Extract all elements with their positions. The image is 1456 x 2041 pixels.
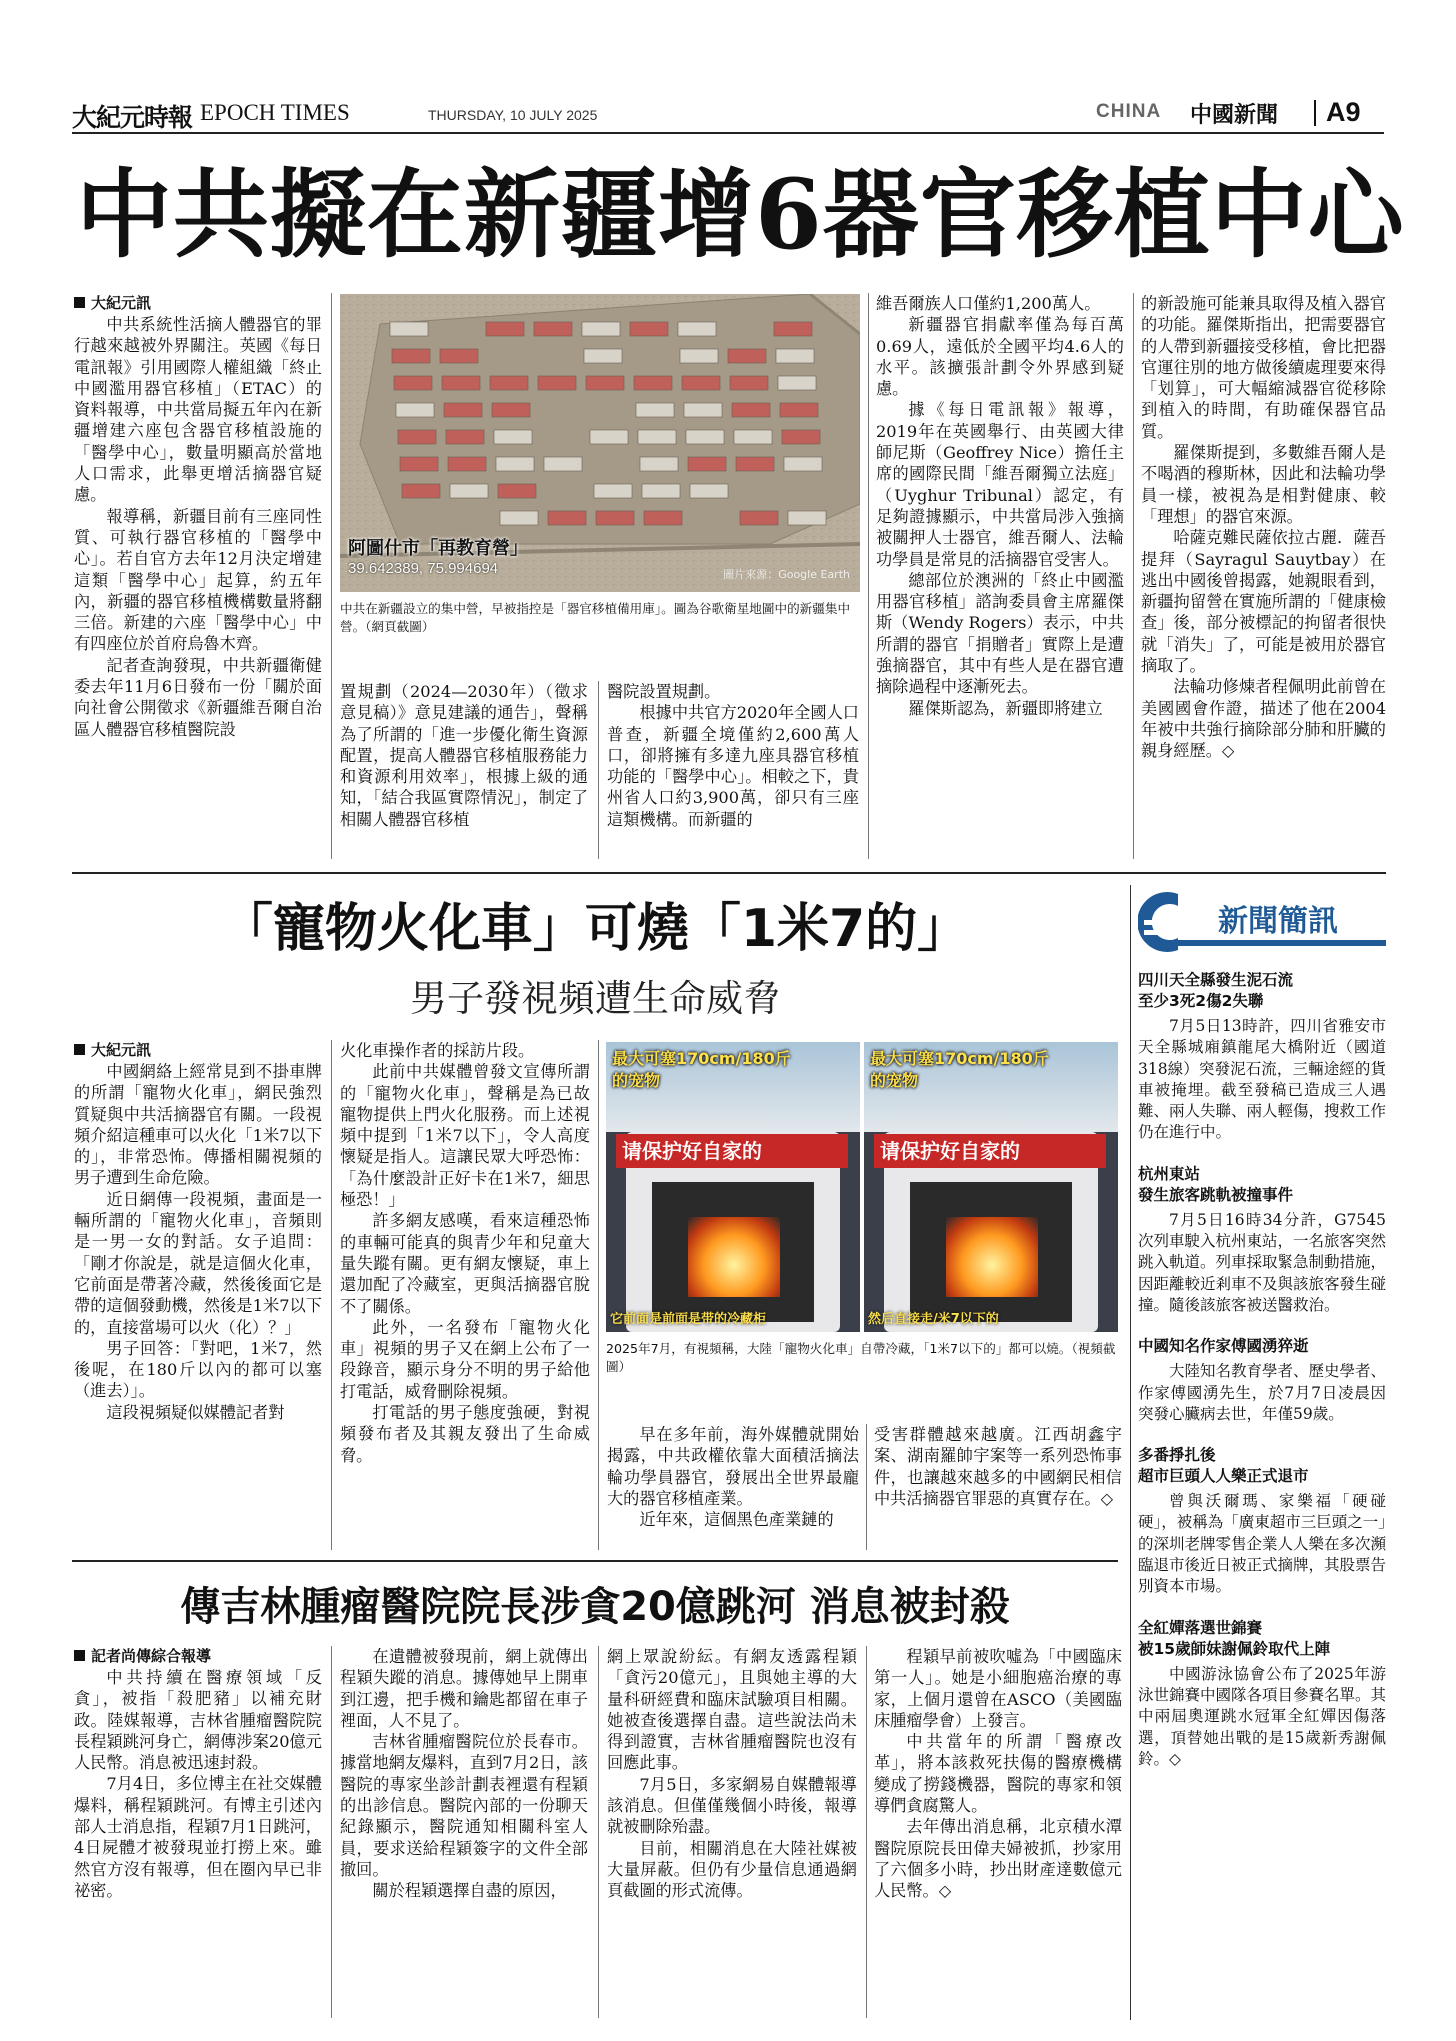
brief-item: [1138, 1336, 1386, 1425]
brief-headline: 杭州東站: [1138, 1164, 1201, 1183]
issue-date: THURSDAY, 10 JULY 2025: [428, 107, 598, 123]
video-frame-right: [864, 1042, 1118, 1332]
article3-col4: 程穎早前被吹噓為「中國臨床第一人」。她是小細胞癌治療的專家，上個月還曾在ASCO（美國臨床腫瘤學會）上發言。 中共當年的所謂「醫療改革」，將本該救死扶傷的醫療機構變成了撈錢機器，醫院的專家和領導們貪腐驚人。 去年傳出消息稱，北京積水潭醫院原院長田偉夫婦被抓，抄家用了六個多小時，抄出財產達數億元人民幣。◇: [874, 1647, 1122, 1901]
section-cn: 中國新聞: [1190, 103, 1279, 128]
brief-body: 中國游泳協會公布了2025年游泳世錦賽中國隊各項目參賽名單。其中兩屆奧運跳水冠軍全紅嬋因傷落選，頂替她出戰的是15歲新秀謝佩鈴。◇: [1138, 1664, 1387, 1768]
masthead-rule: [72, 132, 1384, 134]
video-banner-left: 请保护好自家的: [616, 1134, 848, 1168]
article2-subhead: 男子發視頻遭生命威脅: [410, 977, 780, 1020]
article1-byline: 大紀元訊: [74, 293, 322, 314]
video-bottom-text-left: 它前面是前面是带的冷藏柜: [610, 1312, 767, 1327]
brief-subheadline: 超市巨頭人人樂正式退市: [1138, 1467, 1309, 1486]
brief-headline: 四川天全縣發生泥石流: [1138, 971, 1294, 989]
brief-headline: 中國知名作家傅國湧猝逝: [1138, 1337, 1309, 1356]
briefs-list: [1138, 970, 1386, 1770]
article2-col1: 大紀元訊 中國網絡上經常見到不掛車牌的所謂「寵物火化車」，網民強烈質疑與中共活摘器官有關。一段視頻介紹這種車可以火化「1米7以下的」，非常恐怖。傳播相關視頻的男子遭到生命危險。 近日網傳一段視頻，畫面是一輛所謂的「寵物火化車」，音頻則是一男一女的對話。女子追問：「剛才你說是，就是這個火化車，它前面是帶著冷藏，然後後面它是帶的這個發動機，然後是1米7以下的，直接當場可以火（化）？」 男子回答：「對吧，1米7，然後呢，在180斤以內的都可以塞（進去）」。 這段視頻疑似媒體記者對: [74, 1041, 322, 1422]
article3-headline: 傳吉林腫瘤醫院院長涉貪20億跳河 消息被封殺: [180, 1584, 1010, 1630]
satellite-photo: [340, 294, 860, 592]
brief-body: 7月5日13時許，四川省雅安市天全縣城廂鎮龍尾大橋附近（國道318線）突發泥石流，三輛途經的貨車被掩埋。截至發稿已造成三人遇難、兩人失聯、兩人輕傷，搜救工作仍在進行中。: [1138, 1017, 1387, 1142]
page-number: A9: [1326, 97, 1361, 127]
video-banner-right: 请保护好自家的: [874, 1134, 1106, 1168]
article1-col3: 醫院設置規劃。 根據中共官方2020年全國人口普查，新疆全境僅約2,600萬人口，卻將擁有多達九座具器官移植功能的「醫學中心」。相較之下，貴州省人口約3,900萬，卻只有三座這類機構。而新疆的: [607, 682, 859, 829]
article3-col1: 記者尚傳綜合報導 中共持續在醫療領域「反貪」，被指「殺肥豬」以補充財政。陸媒報導，吉林省腫瘤醫院院長程穎跳河身亡，網傳涉案20億元人民幣。消息被迅速封殺。 7月4日，多位博主在社交媒體爆料，稱程穎跳河。有博主引述內部人士消息指，程穎7月1日跳河，4日屍體才被發現並打撈上來。雖然官方沒有報導，但在圈內早已非祕密。: [74, 1647, 322, 1900]
article1-col1: 大紀元訊 中共系統性活摘人體器官的罪行越來越被外界關注。英國《每日電訊報》引用國際人權組織「終止中國濫用器官移植」（ETAC）的資料報導，中共當局擬五年內在新疆增建六座包含器官移植設施的「醫學中心」，數量明顯高於當地人口需求，此舉更增活摘器官疑慮。 報導稱，新疆目前有三座同性質、可執行器官移植的「醫學中心」。若自官方去年12月決定增建這類「醫學中心」起算，約五年內，新疆的器官移植機構數量將翻三倍。新建的六座「醫學中心」中有四座位於首府烏魯木齊。 記者查詢發現，中共新疆衛健委去年11月6日發布一份「關於面向社會公開徵求《新疆維吾爾自治區人體器官移植醫院設: [74, 294, 322, 739]
article3-col2: 在遺體被發現前，網上就傳出程穎失蹤的消息。據傳她早上開車到江邊，把手機和鑰匙都留在車子裡面，人不見了。 吉林省腫瘤醫院位於長春市。據當地網友爆料，直到7月2日，該醫院的專家坐診計劃表裡還有程穎的出診信息。醫院內部的一份聊天紀錄顯示，醫院通知相關科室人員，要求送給程穎簽字的文件全部撤回。 關於程穎選擇自盡的原因，: [340, 1647, 588, 1901]
article3-byline: 記者尚傳綜合報導: [74, 1646, 322, 1667]
brief-item: [1138, 1445, 1386, 1597]
video-top-text-right: 最大可塞170cm/180斤的宠物: [870, 1049, 1049, 1090]
brief-subheadline: 發生旅客跳軌被撞事件: [1138, 1185, 1294, 1204]
logo-en: EPOCH TIMES: [200, 100, 350, 125]
brief-subheadline: 被15歲師妹謝佩鈴取代上陣: [1138, 1639, 1331, 1658]
article2-col3: 早在多年前，海外媒體就開始揭露，中共政權依靠大面積活摘法輪功學員器官，發展出全世界最龐大的器官移植產業。 近年來，這個黑色產業鏈的: [607, 1425, 859, 1530]
video-top-text-left: 最大可塞170cm/180斤的宠物: [612, 1049, 791, 1090]
photo-label: 阿圖什市「再教育營」: [348, 538, 528, 559]
article1-col5: 的新設施可能兼具取得及植入器官的功能。羅傑斯指出，把需要器官的人帶到新疆接受移植，會比把器官運往別的地方做後續處理要來得「划算」，可大幅縮減器官從移除到植入的時間，有助確保器官品質。 羅傑斯提到，多數維吾爾人是不喝酒的穆斯林，因此和法輪功學員一樣，被視為是相對健康、較「理想」的器官來源。 哈薩克難民薩依拉古麗．薩吾提拜（Sayragul Sauytbay）在逃出中國後曾揭露，她親眼看到，新疆拘留營在實施所謂的「健康檢查」後，部分被標記的拘留者很快就「消失」了，可能是被用於器官摘取了。 法輪功修煉者程佩明此前曾在美國國會作證，描述了他在2004年被中共強行摘除部分肺和肝臟的親身經歷。◇: [1141, 294, 1386, 761]
brief-body: 曾與沃爾瑪、家樂福「硬碰硬」，被稱為「廣東超市三巨頭之一」的深圳老牌零售企業人人樂在多次瀕臨退市後近日被正式摘牌，其股票告別資本市場。: [1138, 1492, 1387, 1596]
article2-byline: 大紀元訊: [74, 1040, 322, 1061]
brief-item: [1138, 1618, 1386, 1770]
article2-caption: 2025年7月，有視頻稱，大陸「寵物火化車」自帶冷藏，「1米7以下的」都可以燒。（視頻截圖）: [606, 1341, 1116, 1374]
article1-headline: 中共擬在新疆增6器官移植中心: [76, 158, 1405, 271]
article1-col4: 維吾爾族人口僅約1,200萬人。 新疆器官捐獻率僅為每百萬0.69人，遠低於全國平均4.6人的水平。該擴張計劃令外界感到疑慮。 據《每日電訊報》報導，2019年在英國舉行、由英國大律師尼斯（Geoffrey Nice）擔任主席的國際民間「維吾爾獨立法庭」（Uyghur Tribunal）認定，有足夠證據顯示，中共當局涉入強摘被關押人士器官，維吾爾人、法輪功學員是常見的活摘器官受害人。 總部位於澳洲的「終止中國濫用器官移植」諮詢委員會主席羅傑斯（Wendy Rogers）表示，中共所謂的器官「捐贈者」實際上是遭強摘器官，其中有些人是在器官遭摘除過程中逐漸死去。 羅傑斯認為，新疆即將建立: [876, 294, 1124, 718]
article1-caption: 中共在新疆設立的集中營，早被指控是「器官移植備用庫」。圖為谷歌衛星地圖中的新疆集中營。（網頁截圖）: [340, 601, 851, 634]
masthead: [72, 98, 1384, 134]
brief-body: 7月5日16時34分許，G7545次列車駛入杭州東站，一名旅客突然跳入軌道。列車採取緊急制動措施，因距離較近剎車不及與該旅客發生碰撞。隨後該旅客被送醫救治。: [1138, 1210, 1387, 1314]
article1-col2: 置規劃（2024—2030年）（徵求意見稿）》意見建議的通告」，聲稱為了所謂的「進一步優化衛生資源配置，提高人體器官移植服務能力和資源利用效率」，根據上級的通知，「結合我區實際情況」，制定了相關人體器官移植: [340, 682, 588, 829]
article2-col2: 火化車操作者的採訪片段。 此前中共媒體曾發文宣傳所謂的「寵物火化車」，聲稱是為已故寵物提供上門火化服務。而上述視頻中提到「1米7以下」，令人高度懷疑是指人。這讓民眾大呼恐怖：「為什麼設計正好卡在1米7，細思極恐！」 許多網友感嘆，看來這種恐怖的車輛可能真的與青少年和兒童大量失蹤有關。更有網友懷疑，車上還加配了冷藏室，更與活摘器官脫不了關係。 此外，一名發布「寵物火化車」視頻的男子又在網上公布了一段錄音，顯示身分不明的男子給他打電話，威脅刪除視頻。 打電話的男子態度強硬，對視頻發布者及其親友發出了生命威脅。: [340, 1041, 590, 1465]
article2-headline: 「寵物火化車」可燒「1米7的」: [220, 899, 970, 959]
brief-item: [1138, 1164, 1386, 1316]
brief-headline: 全紅嬋落選世錦賽: [1138, 1618, 1263, 1637]
briefs-banner: [1138, 890, 1386, 954]
briefs-title: 新聞簡訊: [1218, 904, 1338, 939]
logo-cn: 大紀元時報: [72, 103, 193, 132]
article2-col4: 受害群體越來越廣。江西胡鑫宇案、湖南羅帥宇案等一系列恐怖事件，也讓越來越多的中國網民相信中共活摘器官罪惡的真實存在。◇: [874, 1425, 1122, 1508]
brief-subheadline: 至少3死2傷2失聯: [1138, 992, 1264, 1010]
section-divider: [1314, 100, 1316, 126]
photo-coords: 39.642389, 75.994694: [348, 560, 499, 577]
video-bottom-text-right: 然后直接走/米7以下的: [868, 1312, 999, 1327]
photo-credit: 圖片來源：Google Earth: [723, 568, 850, 581]
brief-headline: 多番掙扎後: [1138, 1446, 1216, 1465]
video-frame-left: [606, 1042, 860, 1332]
video-screenshots: [606, 1042, 1118, 1332]
brief-item: [1138, 970, 1386, 1144]
section-en: CHINA: [1096, 101, 1162, 122]
article3-col3: 網上眾說紛紜。有網友透露程穎「貪污20億元」，且與她主導的大量科研經費和臨床試驗項目相關。她被查後選擇自盡。這些說法尚未得到證實，吉林省腫瘤醫院也沒有回應此事。 7月5日，多家網易自媒體報導該消息。但僅僅幾個小時後，報導就被刪除殆盡。 目前，相關消息在大陸社媒被大量屏蔽。但仍有少量信息通過網頁截圖的形式流傳。: [607, 1647, 857, 1901]
brief-body: 大陸知名教育學者、歷史學者、作家傅國湧先生，於7月7日凌晨因突發心臟病去世，年僅59歲。: [1138, 1362, 1387, 1423]
